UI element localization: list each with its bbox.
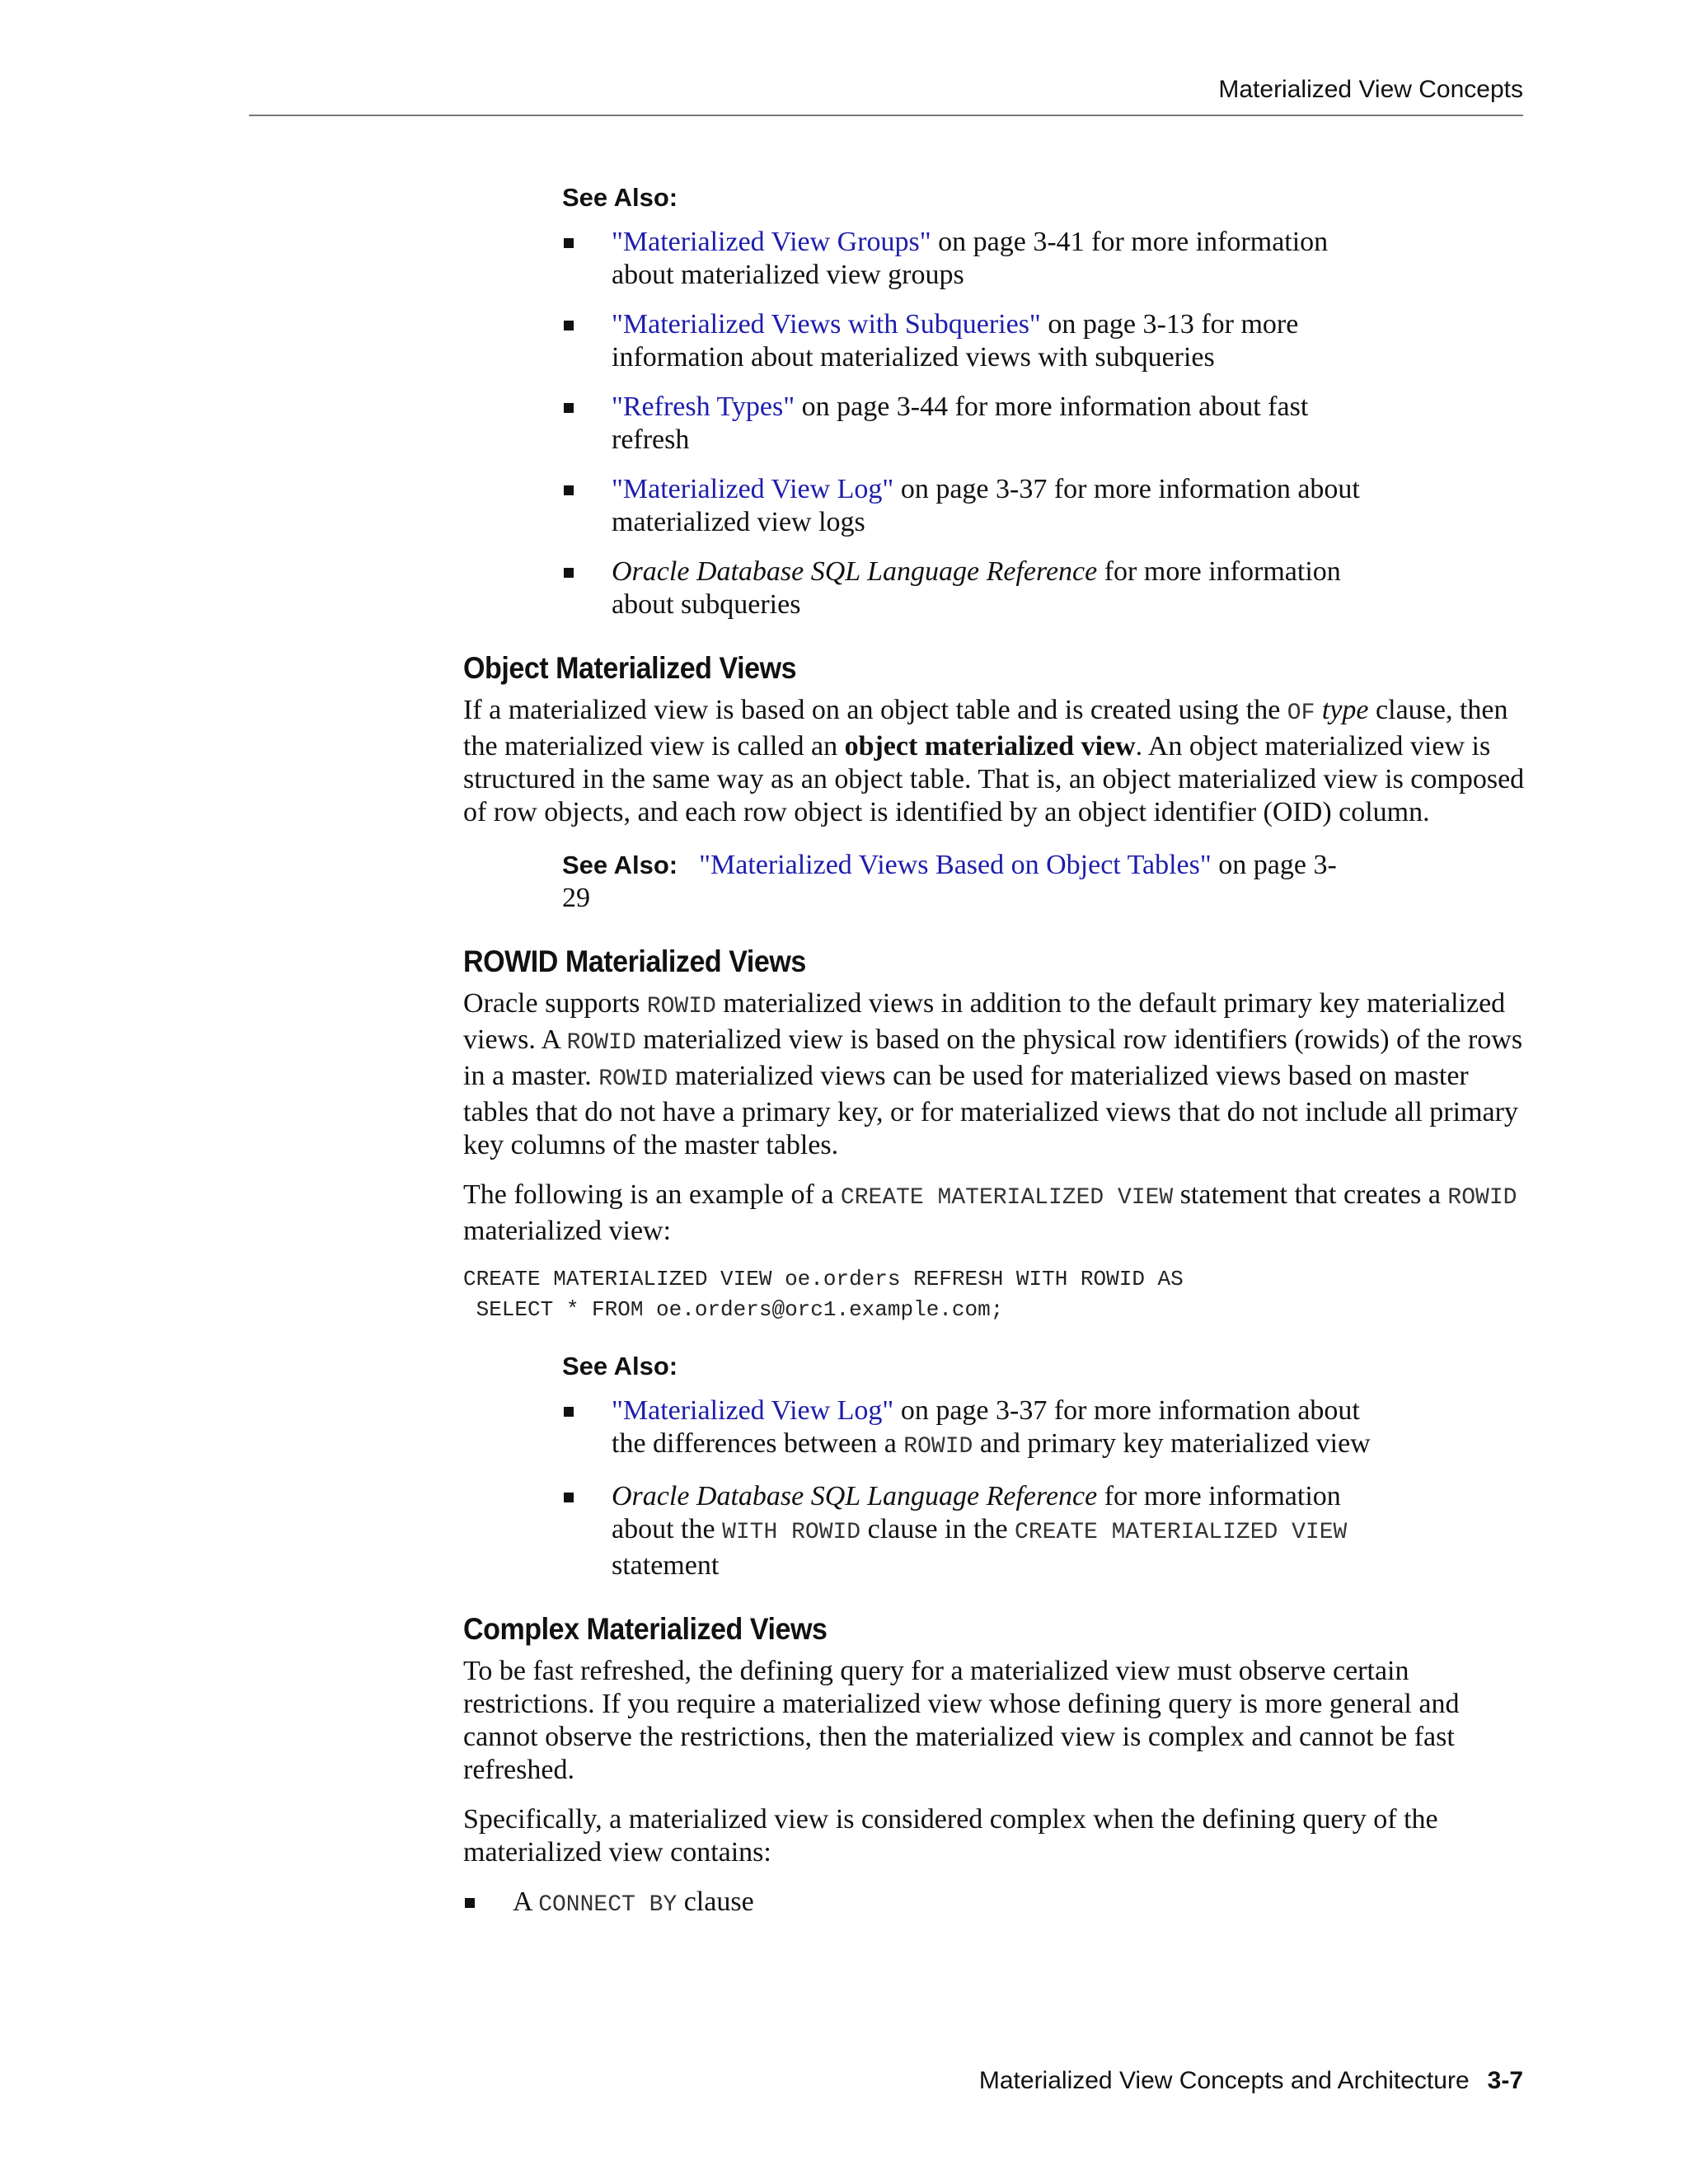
paragraph xyxy=(463,1179,1526,1248)
square-bullet-icon xyxy=(564,1493,574,1502)
text: clause in the xyxy=(860,1514,1015,1544)
see-also-note xyxy=(562,1352,1386,1582)
text: on page 3-37 for more information about the differences between a xyxy=(612,1395,1360,1459)
code-inline: ROWID xyxy=(598,1066,668,1092)
link-refresh-types[interactable]: "Refresh Types" xyxy=(612,391,795,422)
book-title: Oracle Database SQL Language Reference xyxy=(612,1481,1098,1511)
text: and primary key materialized view xyxy=(973,1428,1371,1459)
list-item xyxy=(562,473,1386,539)
paragraph xyxy=(463,694,1526,829)
see-also-title: See Also: xyxy=(562,183,678,212)
text: statement that creates a xyxy=(1173,1179,1448,1210)
page-number: 3-7 xyxy=(1487,2067,1523,2094)
square-bullet-icon xyxy=(465,1898,475,1908)
square-bullet-icon xyxy=(564,321,574,330)
section-heading-rowid: ROWID Materialized Views xyxy=(463,944,806,978)
code-inline: OF xyxy=(1287,701,1315,726)
list-item xyxy=(463,1886,1526,1922)
see-also-title: See Also: xyxy=(562,1352,678,1380)
list-item-text: on page 3-37 for more information about materialized view logs xyxy=(612,474,1360,537)
list-item xyxy=(562,1394,1386,1464)
list-item xyxy=(562,308,1386,374)
main-body xyxy=(463,651,1526,1938)
paragraph xyxy=(463,987,1526,1162)
section-heading-object: Object Materialized Views xyxy=(463,651,797,685)
text: materialized view is based on the physical row identifiers (rowids) of the rows in a master. xyxy=(463,1024,1523,1091)
code-inline: ROWID xyxy=(566,1030,636,1056)
text: The following is an example of a xyxy=(463,1179,841,1210)
list-item xyxy=(562,226,1386,292)
see-also-note xyxy=(562,183,1386,621)
list-item-text: on page 3-13 for more information about materialized views with subqueries xyxy=(612,309,1299,373)
list-item-text: for more information about subqueries xyxy=(612,556,1341,620)
list-item-text: on page 3-44 for more information about fast refresh xyxy=(612,391,1309,455)
code-example: CREATE MATERIALIZED VIEW oe.orders REFRESH WITH ROWID AS SELECT * FROM oe.orders@orc1.example.com; xyxy=(463,1267,1184,1322)
text: materialized views in addition to the default primary key materialized views. A xyxy=(463,988,1506,1055)
code-inline: CREATE MATERIALIZED VIEW xyxy=(1015,1520,1348,1545)
see-also-list xyxy=(562,226,1386,621)
see-also-title: See Also: xyxy=(562,851,678,879)
section-heading-complex: Complex Materialized Views xyxy=(463,1612,828,1646)
footer-title: Materialized View Concepts and Architecture xyxy=(978,2067,1470,2094)
header-rule xyxy=(249,115,1523,116)
link-materialized-views-based-on-object-tables[interactable]: "Materialized Views Based on Object Tables" xyxy=(699,850,1212,880)
square-bullet-icon xyxy=(564,568,574,578)
text: If a materialized view is based on an object table and is created using the xyxy=(463,695,1287,725)
text: for more information about the xyxy=(612,1481,1341,1544)
link-materialized-view-groups[interactable]: "Materialized View Groups" xyxy=(612,227,931,257)
running-footer xyxy=(979,2067,1523,2095)
square-bullet-icon xyxy=(564,485,574,495)
book-title: Oracle Database SQL Language Reference xyxy=(612,556,1098,587)
text: Oracle supports xyxy=(463,988,647,1019)
code-inline: CREATE MATERIALIZED VIEW xyxy=(840,1185,1174,1211)
page-content xyxy=(463,157,1526,638)
bulleted-list xyxy=(463,1886,1526,1922)
list-item xyxy=(562,555,1386,621)
text: on page 3-29 xyxy=(562,850,1337,913)
square-bullet-icon xyxy=(564,403,574,413)
text: statement xyxy=(612,1550,720,1581)
code-inline: ROWID xyxy=(646,994,716,1019)
paragraph: To be fast refreshed, the defining query for a materialized view must observe certain restrictions. If you require a materialized view whose defining query is more general and cannot observe the restrictions, then the materialized view is complex and cannot be fast refreshed. xyxy=(463,1656,1460,1785)
code-inline: WITH ROWID xyxy=(722,1520,861,1545)
code-inline: ROWID xyxy=(903,1434,973,1460)
list-item-text: on page 3-41 for more information about materialized view groups xyxy=(612,227,1329,290)
text xyxy=(1315,695,1322,725)
link-materialized-view-log[interactable]: "Materialized View Log" xyxy=(612,1395,894,1426)
square-bullet-icon xyxy=(564,1407,574,1417)
code-inline: ROWID xyxy=(1447,1185,1517,1211)
text: clause, then the materialized view is called an xyxy=(463,695,1508,762)
code-inline: CONNECT BY xyxy=(538,1892,678,1918)
paragraph: Specifically, a materialized view is considered complex when the defining query of the materialized view contains: xyxy=(463,1804,1438,1868)
list-item xyxy=(562,1480,1386,1582)
running-header: Materialized View Concepts xyxy=(1218,76,1523,103)
text: clause xyxy=(677,1886,754,1917)
see-also-note xyxy=(562,849,1353,915)
italic-text: type xyxy=(1321,695,1369,725)
link-materialized-view-log[interactable]: "Materialized View Log" xyxy=(612,474,894,504)
bold-term: object materialized view xyxy=(844,731,1136,762)
square-bullet-icon xyxy=(564,238,574,248)
text: . An object materialized view is structured in the same way as an object table. That is, an object materialized view is composed of row objects, and each row object is identified by an object identifier (OID) column. xyxy=(463,731,1525,827)
link-materialized-views-with-subqueries[interactable]: "Materialized Views with Subqueries" xyxy=(612,309,1041,340)
text: materialized views can be used for materialized views based on master tables that do not have a primary key, or for materialized views that do not include all primary key columns of the master tables. xyxy=(463,1061,1518,1160)
see-also-list xyxy=(562,1394,1386,1582)
list-item xyxy=(562,391,1386,457)
text: A xyxy=(513,1886,539,1917)
text: materialized view: xyxy=(463,1216,672,1246)
